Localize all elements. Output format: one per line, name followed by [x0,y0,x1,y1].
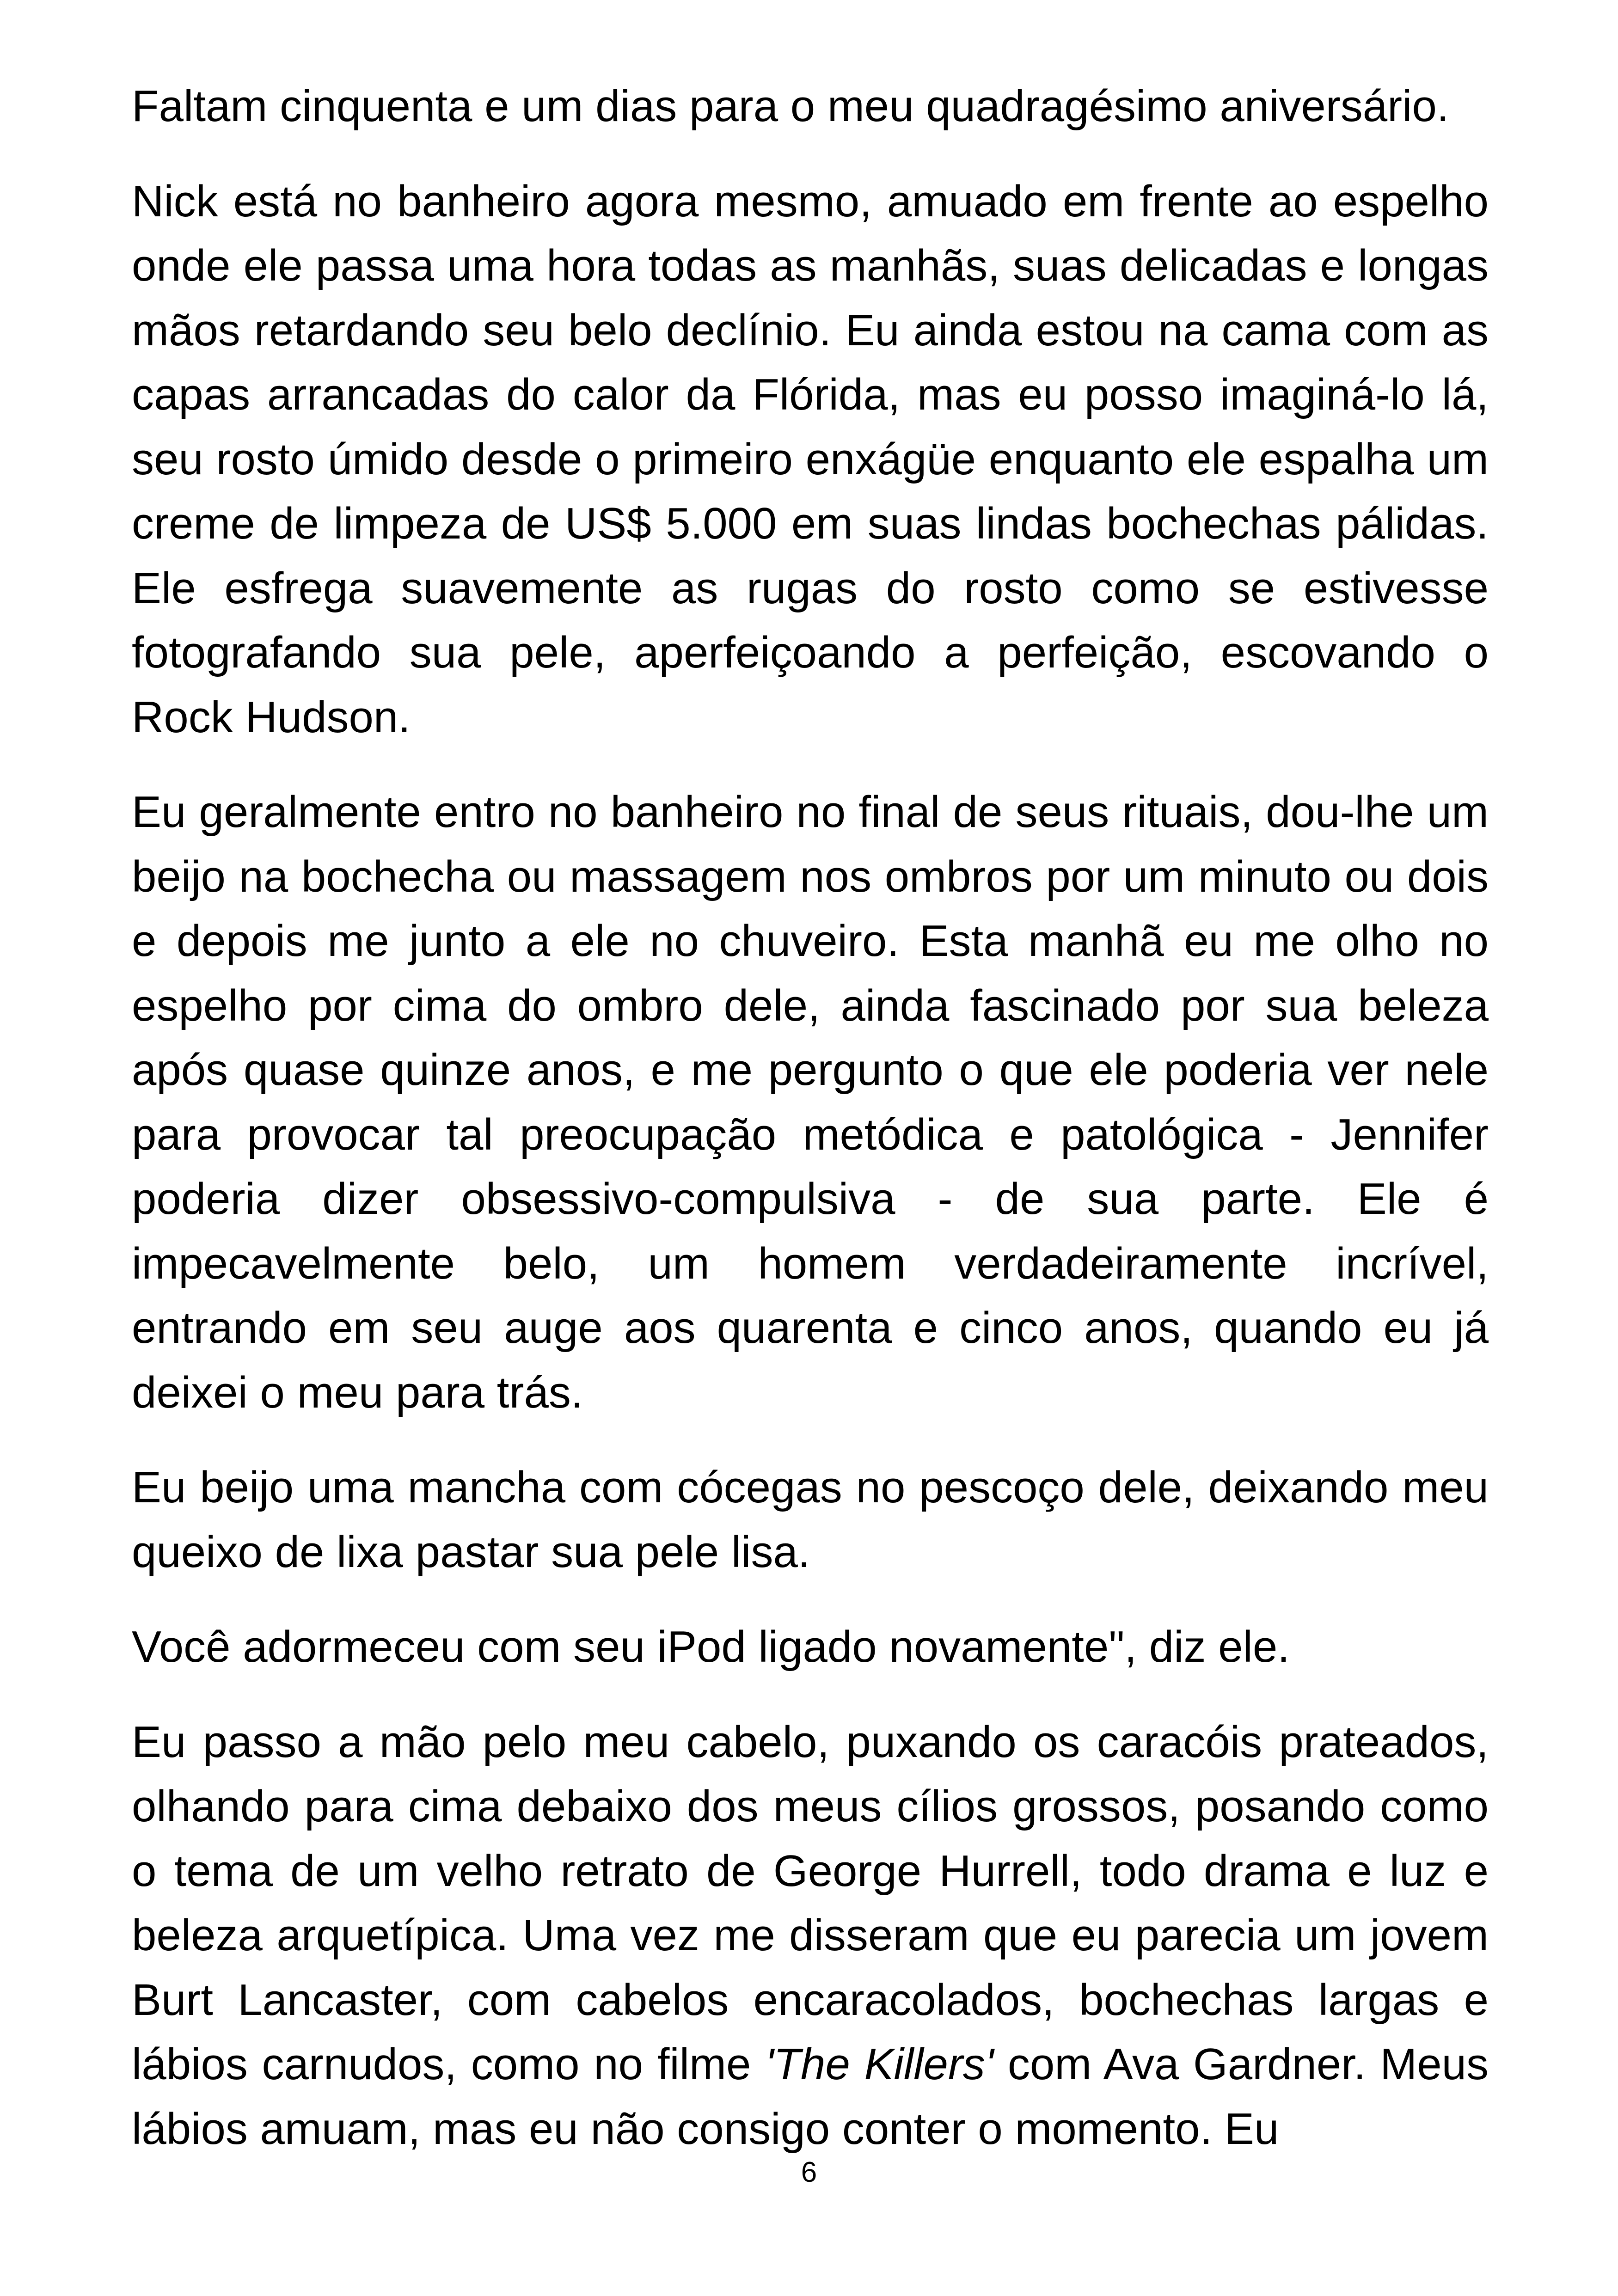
film-title: 'The Killers' [765,2039,994,2089]
paragraph-6 [132,1710,1489,2161]
paragraph-1: Faltam cinquenta e um dias para o meu quadragésimo aniversário. [132,81,1449,131]
paragraph-2: Nick está no banheiro agora mesmo, amuado em frente ao espelho onde ele passa uma hora todas as manhãs, suas delicadas e longas mãos retardando seu belo declínio. Eu ainda estou na cama com as capas arrancadas do calor da Flórida, mas eu posso imaginá-lo lá, seu rosto úmido desde o primeiro enxágüe enquanto ele espalha um creme de limpeza de US$ 5.000 em suas lindas bochechas pálidas. Ele esfrega suavemente as rugas do rosto como se estivesse fotografando sua pele, aperfeiçoando a perfeição, escovando o Rock Hudson. [132,176,1489,742]
paragraph-5: Você adormeceu com seu iPod ligado novamente", diz ele. [132,1622,1290,1671]
paragraph-6-text-after-title: com Ava Gardner. Meus lábios amuam, mas eu não consigo conter o momento. Eu [132,2039,1489,2154]
paragraph-3: Eu geralmente entro no banheiro no final de seus rituais, dou-lhe um beijo na bochecha ou massagem nos ombros por um minuto ou dois e depois me junto a ele no chuveiro. Esta manhã eu me olho no espelho por cima do ombro dele, ainda fascinado por sua beleza após quase quinze anos, e me pergunto o que ele poderia ver nele para provocar tal preocupação metódica e patológica - Jennifer poderia dizer obsessivo-compulsiva - de sua parte. Ele é impecavelmente belo, um homem verdadeiramente incrível, entrando em seu auge aos quarenta e cinco anos, quando eu já deixei o meu para trás. [132,787,1489,1417]
body-text [132,74,1489,2161]
page-number: 6 [801,2156,817,2188]
paragraph-6-text-before-title: Eu passo a mão pelo meu cabelo, puxando os caracóis prateados, olhando para cima debaixo dos meus cílios grossos, posando como o tema de um velho retrato de George Hurrell, todo drama e luz e beleza arquetípica. Uma vez me disseram que eu parecia um jovem Burt Lancaster, com cabelos encaracolados, bochechas largas e lábios carnudos, como no filme [132,1717,1489,2089]
paragraph-4: Eu beijo uma mancha com cócegas no pescoço dele, deixando meu queixo de lixa pastar sua pele lisa. [132,1463,1489,1577]
